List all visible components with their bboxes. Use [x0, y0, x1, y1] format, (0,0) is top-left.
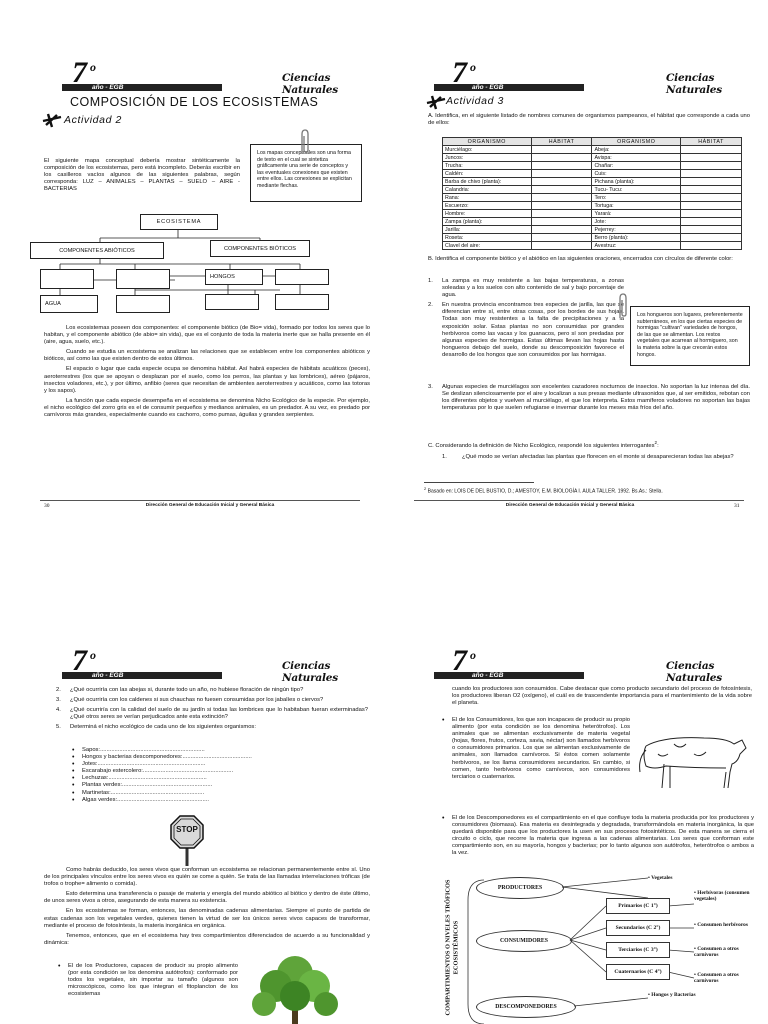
organism-row: • Lechuzas:............................................................. [70, 775, 290, 782]
table-row [443, 218, 742, 226]
habitat-cell[interactable] [681, 218, 742, 226]
stop-sign-icon [170, 814, 204, 866]
grade-number: 7 [72, 644, 87, 677]
subject-title: Ciencias Naturales [666, 72, 723, 96]
grade-sup: o [90, 60, 96, 74]
grade-sup: o [470, 648, 476, 662]
questions-list [56, 687, 368, 732]
leaf-text: Consumen a otros carnívoros [694, 946, 739, 959]
subject-title: Ciencias Naturales [282, 660, 339, 684]
list-item: 3. Algunas especies de murciélagos son excelentes cazadores nocturnos de insectos. No soportan la luz intensa del día. Se deslizan silenciosamente por el aire y localizan a sus presas mediante ultrasonidos que, al ser emitidos, rebotan con los diferentes objetos y vuelven al murciélago, el que los interpreta. Estos mamíferos voladores no soportan las bajas temperaturas por lo que suelen refugiarse e invernar durante los meses más fríos del año. [428, 384, 750, 412]
list-item: 1. La zampa es muy resistente a las bajas temperaturas, a zonas soleadas y a los suelos con alto contenido de sal y bajo porcentaje de agua. [428, 278, 624, 299]
table-row [443, 170, 742, 178]
th-organismo: ORGANISMO [443, 138, 532, 146]
habitat-cell[interactable] [531, 218, 592, 226]
footnote-text: Basado en: LOIS DE DEL BUSTIO, D.; AMESTOY, E.M. BIOLOGÍA I. AULA TALLER. 1992. Bs.As.: Stella. [427, 488, 663, 495]
habitat-cell[interactable] [681, 226, 742, 234]
organism-row: • Sapos:................................................................. [70, 747, 290, 754]
organism-cell: Tucu- Tucu: [592, 186, 681, 194]
list-item: 5. Determiná el nicho ecológico de cada uno de los siguientes organismos: [56, 724, 256, 731]
b-items [428, 278, 624, 362]
map-empty-1[interactable] [40, 269, 94, 289]
organism-label: Jotes: [82, 761, 98, 768]
bullet-text: • El de los Descomponedores es el compartimiento en el que confluye toda la materia producida por los productores y consumidores (biomasa). Esa materia es desintegrada y degradada, transformándola en materia inorgánica, la que quedará disponible para que los productores la usen en sus procesos fotosintéticos. De esta manera se cierra el circuito o ciclo, que recorre la materia que ingresa a las cadenas alimentarias. Los seres que conforman este compartimiento son, en su mayoría, hongos y bacterias; por lo tanto algunos son autótrofos, heterótrofos o ambos a la vez. [440, 815, 754, 858]
organism-cell: Roseta: [443, 234, 532, 242]
list-item: 1. ¿Qué modo se verían afectadas las plantas que florecen en el monte si desaparecieran todas las abejas? [442, 454, 734, 460]
habitat-cell[interactable] [531, 146, 592, 154]
organism-row: • Jotes:................................................................... [70, 761, 290, 768]
map-empty-4[interactable] [116, 295, 170, 313]
leaf-text: Herbívoras (consumen vegetales) [694, 890, 750, 903]
table-row [443, 202, 742, 210]
organism-row: • Hongos y bacterias descomponedores:........................................... [70, 754, 290, 761]
habitat-cell[interactable] [531, 186, 592, 194]
paragraph: El espacio o lugar que cada especie ocupa se denomina hábitat. Así habrá especies de hábitats acuáticos (peces), aeroterrestres (los que se apoyan o desplazan por el suelo, como los perros, las plantas y las lombrices), aéreo (pájaros, insectos voladores, etc.), y por último, anfibio (seres que necesitan de ambientes aeroterrestres y acuáticos, como las totoras y los sapos). [44, 366, 370, 394]
activity-intro: El siguiente mapa conceptual debería mostrar sintéticamente la composición de los ecosistemas, pero está incompleto. Deberás escribir en los casilleros vacíos algunos de las siguientes palabras, según corresponda: LUZ – ANIMALES – PLANTAS – SUELO – AIRE - BACTERIAS [44, 158, 240, 193]
table-row [443, 154, 742, 162]
body-text [44, 867, 370, 950]
grade-number: 7 [72, 56, 87, 89]
map-empty-6[interactable] [275, 294, 329, 310]
table-row [443, 242, 742, 250]
habitat-cell[interactable] [681, 210, 742, 218]
leaf-vegetales: • Vegetales [648, 875, 673, 881]
leaf-consumen-herbivoros: • Consumen herbívoros [694, 922, 748, 928]
organism-cell: Avestruz: [592, 242, 681, 250]
page-31 [384, 0, 768, 512]
organism-cell: Abeja: [592, 146, 681, 154]
table-row [443, 178, 742, 186]
organism-label: Hongos y bacterias descomponedores: [82, 754, 183, 761]
organism-cell: Rana: [443, 194, 532, 202]
map-agua: AGUA [40, 295, 98, 313]
organism-cell: Barba de chivo (planta): [443, 178, 532, 186]
footnote [424, 485, 750, 496]
grade-level: año - EGB [472, 84, 504, 91]
habitat-cell[interactable] [681, 146, 742, 154]
item-text: En nuestra provincia encontramos tres especies de jarilla, las que se diferencian entre sí, entre otras cosas, por los bordes de sus hojas. Todas son muy resistentes a la falta de precipitaciones y a la exposición solar. Estas plantas no son consumidas por grandes herbívoros como las vacas y los guanacos, pero sí son predadas por algunas especies de hormigas. Estas últimas llevan las hojas hasta hongueros debajo del suelo, donde su descomposición favorece el desarrollo de los hongos que son consumidos por las hormigas. [442, 302, 624, 358]
organism-cell: Jote: [592, 218, 681, 226]
grade-number: 7 [452, 644, 467, 677]
habitat-cell[interactable] [681, 202, 742, 210]
organism-label: Plantas verdes: [82, 782, 122, 789]
organism-cell: Hombre: [443, 210, 532, 218]
item-text: ¿Qué ocurriría con los caldenes si sus chauchas no fuesen consumidas por los jabalíes o ciervos? [70, 697, 324, 704]
grade-level: año - EGB [92, 672, 124, 679]
organism-cell: Caldén: [443, 170, 532, 178]
concept-map-note: Los mapas conceptuales son una forma de texto en el cual se sintetiza gráficamente una serie de conceptos y las eventuales conexiones que existen entre ellos. Las conexiones se explicitan mediante flechas. [250, 144, 362, 202]
organism-cell: Chañar: [592, 162, 681, 170]
page-30 [0, 0, 384, 512]
table-row [443, 186, 742, 194]
footnote-rule [424, 482, 534, 483]
organism-cell: Escuerzo: [443, 202, 532, 210]
leaf-hongos: • Hongos y Bacterias [648, 992, 696, 998]
b-items [428, 384, 750, 412]
habitat-table [442, 137, 742, 250]
table-row [443, 162, 742, 170]
organism-row: • Algas verdes:......................................................... [70, 797, 290, 804]
honguero-note: Los hongueros son lugares, preferentemente subterráneos, en los que ciertas especies de hormigas "cultivan" variedades de hongos, de las que se alimentan. Los restos vegetales que acarrean al hormiguero, son la materia sobre la que crecerán estos hongos. [630, 306, 750, 366]
th-organismo: ORGANISMO [592, 138, 681, 146]
habitat-cell[interactable] [531, 170, 592, 178]
organism-cell: Pichana (planta): [592, 178, 681, 186]
footer-text: Dirección General de Educación Inicial y General Básica [145, 503, 275, 508]
map-bioticos: COMPONENTES BIÓTICOS [210, 240, 310, 257]
habitat-cell[interactable] [531, 162, 592, 170]
paragraph: Esto determina una transferencia o pasaje de materia y energía del mundo abiótico al biótico y dentro de éste último, de unos seres vivos a otros, asegurando de esta manera su existencia. [44, 891, 370, 905]
item-text: ¿Qué modo se verían afectadas las plantas que florecen en el monte si desaparecieran todas las abejas? [462, 454, 734, 460]
question-c-text: C. Considerando la definición de Nicho Ecológico, respondé los siguientes interrogantes [428, 442, 655, 449]
list-item: 4. ¿Qué ocurriría con la calidad del suelo de su jardín si todas las lombrices que lo habitaban fueran exterminadas? ¿Qué otros seres se verían perjudicados ante esta extinción? [56, 707, 368, 721]
node-cuaternarios: Cuaternarios (C 4°) [606, 964, 670, 980]
question-b: B. Identifica el componente biótico y el abiótico en las siguientes oraciones, encerrados con círculos de diferente color: [428, 256, 733, 262]
organism-cell: Tortuga: [592, 202, 681, 210]
paragraph: La función que cada especie desempeña en el ecosistema se denomina Nicho Ecológico de la especie. Por ejemplo, el nicho ecológico del zorro gris es el de consumir pequeños y medianos animales, es un predador. A su vez, es predado por carnívoros más grandes, especialmente cuando es cachorro, como pumas, águilas y grandes serpientes. [44, 397, 370, 419]
th-habitat: HÁBITAT [681, 138, 742, 146]
page-33 [384, 512, 768, 1024]
organism-cell: Yarará: [592, 210, 681, 218]
leaf-text: Consumen a otros carnívoros [694, 972, 739, 985]
footer-rule [40, 500, 360, 501]
page-title: COMPOSICIÓN DE LOS ECOSISTEMAS [70, 95, 319, 109]
bullet-productores [56, 963, 238, 998]
page-number: 31 [734, 503, 740, 509]
map-empty-2[interactable] [116, 269, 170, 289]
page-32 [0, 512, 384, 1024]
organism-row: • Martinetas:.......................................................... [70, 790, 290, 797]
continuation-text: cuando los productores son consumidos. Cabe destacar que como producto secundario del proceso de fotosíntesis, los productores liberan O2 (oxígeno), el cuál es de trascendente importancia para el mantenimiento de la vida sobre el planeta. [452, 686, 752, 707]
item-text: ¿Qué ocurriría con la calidad del suelo de su jardín si todas las lombrices que lo habitaban fueran exterminadas? ¿Qué otros seres se verían perjudicados ante esta extinción? [70, 707, 368, 721]
organisms-list [70, 747, 290, 804]
habitat-cell[interactable] [681, 234, 742, 242]
node-primarios: Primarios (C 1°) [606, 898, 670, 914]
organism-cell: Tero: [592, 194, 681, 202]
habitat-cell[interactable] [531, 194, 592, 202]
leaf-consumen-otros: • Consumen a otros carnívoros [694, 946, 739, 959]
paragraph: Los ecosistemas poseen dos componentes: el componente biótico (de Bio= vida), formado por todos los seres que lo habitan, y el componente abiótico (de abio= sin vida), que es el conjunto de toda la materia inerte que se halla presente en él (aire, agua, suelo, etc.). [44, 325, 370, 346]
table-row [443, 146, 742, 154]
grade-sup: o [470, 60, 476, 74]
habitat-cell[interactable] [531, 234, 592, 242]
page-number: 30 [44, 503, 50, 509]
organism-label: Lechuzas: [82, 775, 109, 782]
question-c: C. Considerando la definición de Nicho Ecológico, respondé los siguientes interrogantes$^2$: [428, 440, 659, 449]
footnote-mark: 2 [424, 486, 427, 491]
organism-cell: Berro (planta): [592, 234, 681, 242]
leaf-text: Vegetales [651, 875, 673, 881]
footer-text: Dirección General de Educación Inicial y General Básica [505, 503, 635, 508]
map-empty-3[interactable] [275, 269, 329, 285]
organism-row: • Escarabajo estercolero:........................................................ [70, 768, 290, 775]
organism-row: • Plantas verdes:........................................................ [70, 782, 290, 789]
habitat-cell[interactable] [681, 194, 742, 202]
activity-title: Actividad 3 [446, 95, 504, 107]
item-text: Determiná el nicho ecológico de cada uno de los siguientes organismos: [70, 724, 256, 731]
item-text: Algunas especies de murciélagos son excelentes cazadores nocturnos de insectos. No soportan la luz intensa del día. Se deslizan silenciosamente por el aire y localizan a sus presas mediante ultrasonidos que, al ser emitidos, rebotan con los diferentes objetos y vuelven al murciélago, el que los interpreta. Estos mamíferos voladores no soportan las bajas temperaturas por lo que suelen refugiarse e invernar durante los meses más fríos del año. [442, 384, 750, 412]
habitat-cell[interactable] [681, 242, 742, 250]
habitat-cell[interactable] [531, 154, 592, 162]
organism-cell: Calandria: [443, 186, 532, 194]
organism-cell: Clavel del aire: [443, 242, 532, 250]
organism-cell: Jarilla: [443, 226, 532, 234]
grade-level: año - EGB [92, 84, 124, 91]
subject-title: Ciencias Naturales [282, 72, 339, 96]
tree-icon [248, 952, 342, 1024]
paragraph: Como habrás deducido, los seres vivos que conforman un ecosistema se relacionan permanentemente entre sí. Uno de los principales vínculos entre los seres vivos es quién se come a quién. Se trata de las llamadas interrelaciones tróficas (de trofos o trophe= alimento o comida). [44, 867, 370, 888]
leaf-text: Hongos y Bacterias [651, 992, 696, 998]
leaf-text: Consumen herbívoros [697, 922, 748, 928]
table-row [443, 194, 742, 202]
question-a: A. Identifica, en el siguiente listado de nombres comunes de organismos pampeanos, el hábitat que corresponde a cada uno de ellos: [428, 113, 750, 127]
paragraph: En los ecosistemas se forman, entonces, las denominadas cadenas alimentarias. Siempre el punto de partida de estas cadenas son los vegetales verdes, quienes tienen la virtud de ser los únicos seres vivos capaces de transformar, mediante el proceso de fotosíntesis, la materia inorgánica en orgánica. [44, 908, 370, 929]
grade-number: 7 [452, 56, 467, 89]
table-row [443, 234, 742, 242]
leaf-consumen-otros-2: • Consumen a otros carnívoros [694, 972, 739, 985]
habitat-cell[interactable] [681, 178, 742, 186]
list-item: 2. En nuestra provincia encontramos tres especies de jarilla, las que se diferencian entre sí, entre otras cosas, por los bordes de sus hojas. Todas son muy resistentes a la falta de precipitaciones y a la exposición solar. Estas plantas no son consumidas por grandes herbívoros como las vacas y los guanacos, pero sí son predadas por algunas especies de hormigas. Estas últimas llevan las hojas hasta hongueros debajo del suelo, donde su descomposición favorece el desarrollo de los hongos que son consumidos por las hormigas. [428, 302, 624, 358]
organism-cell: Trucha: [443, 162, 532, 170]
footnote-ref: 2 [654, 440, 658, 445]
footer-rule [414, 500, 744, 501]
grade-level: año - EGB [472, 672, 504, 679]
paperclip-icon [616, 292, 630, 320]
th-habitat: HÁBITAT [531, 138, 592, 146]
list-item: 2. ¿Qué ocurriría con las abejas si, durante todo un año, no hubiese floración de ningún tipo? [56, 687, 304, 693]
leaf-herbivoras: • Herbívoras (consumen vegetales) [694, 890, 750, 903]
trophic-side-label: COMPARTIMIENTOS O NIVELES TRÓFICOS ECOSISTÉMICOS [444, 879, 459, 1016]
list-item: 3. ¿Qué ocurriría con los caldenes si sus chauchas no fuesen consumidas por los jabalíes o ciervos? [56, 697, 324, 704]
grade-sup: o [90, 648, 96, 662]
organism-cell: Pejerrey: [592, 226, 681, 234]
table-row [443, 210, 742, 218]
item-text: ¿Qué ocurriría con las abejas si, durante todo un año, no hubiese floración de ningún tipo? [70, 687, 304, 693]
organism-cell: Juncos: [443, 154, 532, 162]
habitat-cell[interactable] [681, 186, 742, 194]
habitat-cell[interactable] [681, 162, 742, 170]
habitat-cell[interactable] [531, 210, 592, 218]
habitat-cell[interactable] [531, 226, 592, 234]
organism-label: Martinetas: [82, 789, 111, 796]
subject-title: Ciencias Naturales [666, 660, 723, 684]
table-row [443, 226, 742, 234]
map-hongos: HONGOS [205, 269, 263, 285]
habitat-cell[interactable] [531, 202, 592, 210]
organism-label: Algas verdes: [82, 796, 118, 803]
node-productores: PRODUCTORES [476, 877, 564, 899]
paragraph: Tenemos, entonces, que en el ecosistema hay tres compartimientos diferenciados de acuerdo a su funcionalidad y dinámica: [44, 932, 370, 946]
habitat-cell[interactable] [531, 242, 592, 250]
organism-cell: Avispa: [592, 154, 681, 162]
pen-icon [426, 94, 446, 110]
organism-label: Escarabajo estercolero: [82, 768, 143, 775]
bullet-text: • El de los Productores, capaces de producir su propio alimento (por esta condición se los denomina autótrofos): conformado por todos los vegetales, sin importar su tamaño (algunos son microscópicos, como los que integran el fitoplancton de los ecosistemas [56, 963, 238, 998]
habitat-cell[interactable] [531, 178, 592, 186]
map-ecosistema: ECOSISTEMA [140, 214, 218, 230]
organism-label: Sapos: [82, 747, 101, 753]
paragraph: Cuando se estudia un ecosistema se analizan las relaciones que se establecen entre los componentes abióticos y bióticos, así como las que existen dentro de estos últimos. [44, 349, 370, 363]
activity-title: Actividad 2 [64, 114, 122, 126]
organism-cell: Cuis: [592, 170, 681, 178]
body-text [44, 325, 370, 422]
stop-sign-label: STOP [176, 825, 198, 834]
map-abioticos: COMPONENTES ABIÓTICOS [30, 242, 164, 259]
organism-cell: Zampa (planta): [443, 218, 532, 226]
node-descomponedores: DESCOMPONEDORES [476, 996, 576, 1018]
node-secundarios: Secundarios (C 2°) [606, 920, 670, 936]
map-empty-5[interactable] [205, 294, 259, 310]
habitat-cell[interactable] [681, 170, 742, 178]
node-consumidores: CONSUMIDORES [476, 930, 572, 952]
habitat-cell[interactable] [681, 154, 742, 162]
node-terciarios: Terciarios (C 3°) [606, 942, 670, 958]
organism-cell: Murciélago: [443, 146, 532, 154]
bullet-text: • El de los Consumidores, los que son incapaces de producir su propio alimento (por esta condición se los denomina heterótrofos). Los animales que se alimentan exclusivamente de materia vegetal (hojas, flores, frutos, corteza, savia, néctar) son llamados herbívoros o consumidores primarios. Los que se alimentan exclusivamente de animales, son llamados carnívoros. Si éstos comen solamente herbívoros, se los llama consumidores secundarios. En cambio, si comen, tanto herbívoros como carnívoros, son consumidores terciarios o cuaternarios. [440, 717, 630, 781]
item-text: La zampa es muy resistente a las bajas temperaturas, a zonas soleadas y a los suelos con alto contenido de sal y bajo porcentaje de agua. [442, 278, 624, 299]
